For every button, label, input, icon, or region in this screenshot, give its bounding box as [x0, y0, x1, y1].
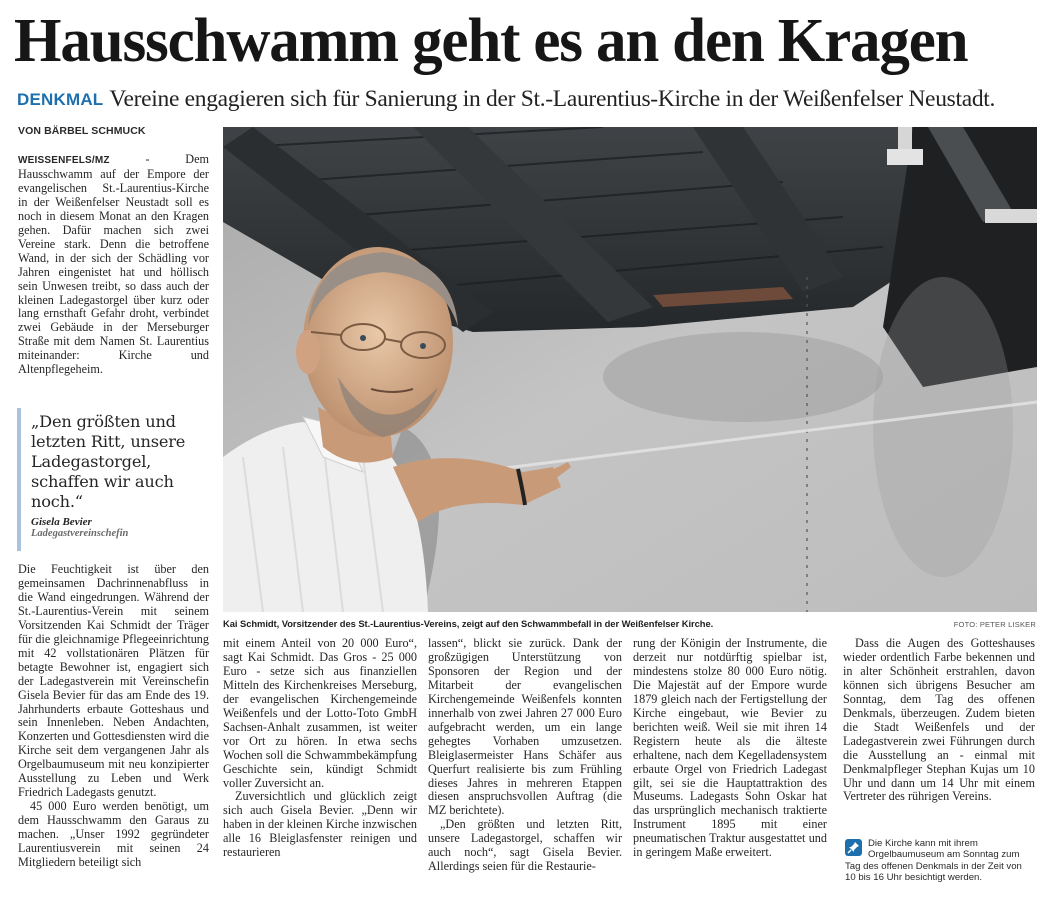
pull-quote: [17, 408, 207, 551]
pull-quote-text: „Den größten und letzten Ritt, unsere Ladegastorgel, schaffen wir auch noch.“: [31, 412, 186, 511]
column-4: [633, 637, 827, 860]
article-photo: [223, 127, 1037, 612]
kicker-label: DENKMAL: [17, 90, 104, 109]
photo-credit: FOTO: PETER LISKER: [953, 620, 1036, 629]
column-1-intro: [18, 153, 209, 377]
column-3: [428, 637, 622, 874]
photo-illustration: [223, 127, 1037, 612]
photo-caption: Kai Schmidt, Vorsitzender des St.-Laurentius-Vereins, zeigt auf den Schwammbefall in der Weißenfelser Kirche.: [223, 618, 714, 629]
column-1-body: [18, 563, 209, 870]
column-2: [223, 637, 417, 860]
subheadline: Vereine engagieren sich für Sanierung in der St.-Laurentius-Kirche in der Weißenfelser Neustadt.: [109, 86, 996, 112]
column-5: [843, 637, 1035, 804]
byline: VON BÄRBEL SCHMUCK: [18, 125, 146, 137]
headline: Hausschwamm geht es an den Kragen: [14, 7, 968, 75]
paragraph: lassen“, blickt sie zurück. Dank der großzügigen Unterstützung von Sponsoren der Region und der Mitarbeit der evangelischen Kirchengemeinde Weißenfels konnten innerhalb von zwei Jahren 27 000 Euro aufgebracht werden, um ein lange gehegtes Vorhaben umzusetzen. Bleiglasermeister Hans Schäfer aus Querfurt realisierte bis zum Frühling dieses Jahres in mehreren Etappen diesen anspruchsvollen Auftrag (die MZ berichtete).: [428, 636, 622, 818]
paragraph: „Den größten und letzten Ritt, unsere Ladegastorgel, schaffen wir auch noch“, sagt Gisela Bevier. Allerdings seien für die Restaurie-: [428, 817, 622, 874]
paragraph: mit einem Anteil von 20 000 Euro“, sagt Kai Schmidt. Das Gros - 25 000 Euro - setze sich aus finanziellen Mitteln des Kirchenkreises Merseburg, der evangelischen Kirchengemeinde Weißenfels und der Lotto-Toto GmbH Sachsen-Anhalt zusammen, ist weiter vor Ort zu hören. In etwa sechs Wochen soll die Schwammbekämpfung Geschichte sein, kündigt Schmidt voller Zuversicht an.: [223, 636, 417, 790]
info-box-text: Die Kirche kann mit ihrem Orgelbaumuseum am Sonntag zum Tag des offenen Denkmals in der Zeit von 10 bis 16 Uhr besichtigt werden.: [845, 838, 1022, 884]
paragraph: Zuversichtlich und glücklich zeigt sich auch Gisela Bevier. „Denn wir haben in der kleinen Kirche inzwischen alle 16 Bleiglasfenster reinigen und restaurieren: [223, 789, 417, 860]
info-box: [845, 838, 1035, 884]
dateline: WEISSENFELS/MZ: [18, 155, 110, 166]
pull-quote-role: Ladegastvereinschefin: [31, 528, 129, 539]
paragraph: Dass die Augen des Gotteshauses wieder ordentlich Farbe bekennen und in alter Schönheit erstrahlen, davon können sich übrigens Besucher am Sonntag, dem Tag des offenen Denkmals, überzeugen. Zudem bieten die Stadt Weißenfels und der Ladegastverein zwei Führungen durch die Ausstellung an - einmal mit Denkmalpfleger Stephan Kujas um 10 Uhr und dann um 14 Uhr mit einem Vertreter des rührigen Vereins.: [843, 636, 1035, 804]
paragraph: 45 000 Euro werden benötigt, um dem Hausschwamm den Garaus zu machen. „Unser 1992 gegründeter Laurentiusverein mit seinen 24 Mitgliedern beteiligt sich: [18, 799, 209, 870]
pushpin-icon: [845, 839, 862, 856]
subheadline-row: [17, 84, 1042, 115]
paragraph: Die Feuchtigkeit ist über den gemeinsamen Dachrinnenabfluss in die Wand eingedrungen. Während der St.-Laurentius-Verein mit seinem Vorsitzenden Kai Schmidt der Träger für die gleichnamige Pflegeeinrichtung mit 42 vollstationären Plätzen für betagte Bewohner ist, engagiert sich der Ladegastverein mit Vereinschefin Gisela Bevier für das am Ende des 19. Jahrhunderts erbaute Gotteshaus und sein Innenleben. Neben Andachten, Konzerten und Gottesdiensten wird die Kirche seit dem vergangenen Jahr als Orgelbaumuseum mit neu konzipierter Ausstellung zu Leben und Werk Friedrich Ladegasts genutzt.: [18, 562, 209, 800]
intro-text: - Dem Hausschwamm auf der Empore der evangelischen St.-Laurentius-Kirche in der Weißenfelser Neustadt soll es noch in diesem Monat an den Kragen gehen. Dafür machen sich zwei Vereine stark. Denn die betroffene Wand, in der sich der Schädling vor Jahren eingenistet hat und höllisch sein Unwesen treibt, so dass auch der kleinen Ladegastorgel über kurz oder lang ernsthaft Gefahr droht, verbindet zwei Gebäude in der Merseburger Straße mit dem Namen St. Laurentius miteinander: Kirche und Altenpflegeheim.: [18, 152, 209, 377]
paragraph: rung der Königin der Instrumente, die derzeit nur notdürftig spielbar ist, mindestens stolze 80 000 Euro nötig. Die Majestät auf der Empore wurde 1879 gleich nach der Fertigstellung der Kirche eingebaut, wie Bevier zu berichten weiß. Weil sie mit ihren 14 Registern heute als die älteste erhaltene, nach dem Kegelladensystem erbaute Orgel von Friedrich Ladegast gilt, sei sie die Hauptattraktion des Museums. Ladegasts Sohn Oskar hat das ursprünglich mechanisch traktierte Instrument 1895 mit einer pneumatischen Traktur ausgestattet und in geringem Maße erweitert.: [633, 636, 827, 860]
pull-quote-author: Gisela Bevier: [31, 516, 92, 528]
